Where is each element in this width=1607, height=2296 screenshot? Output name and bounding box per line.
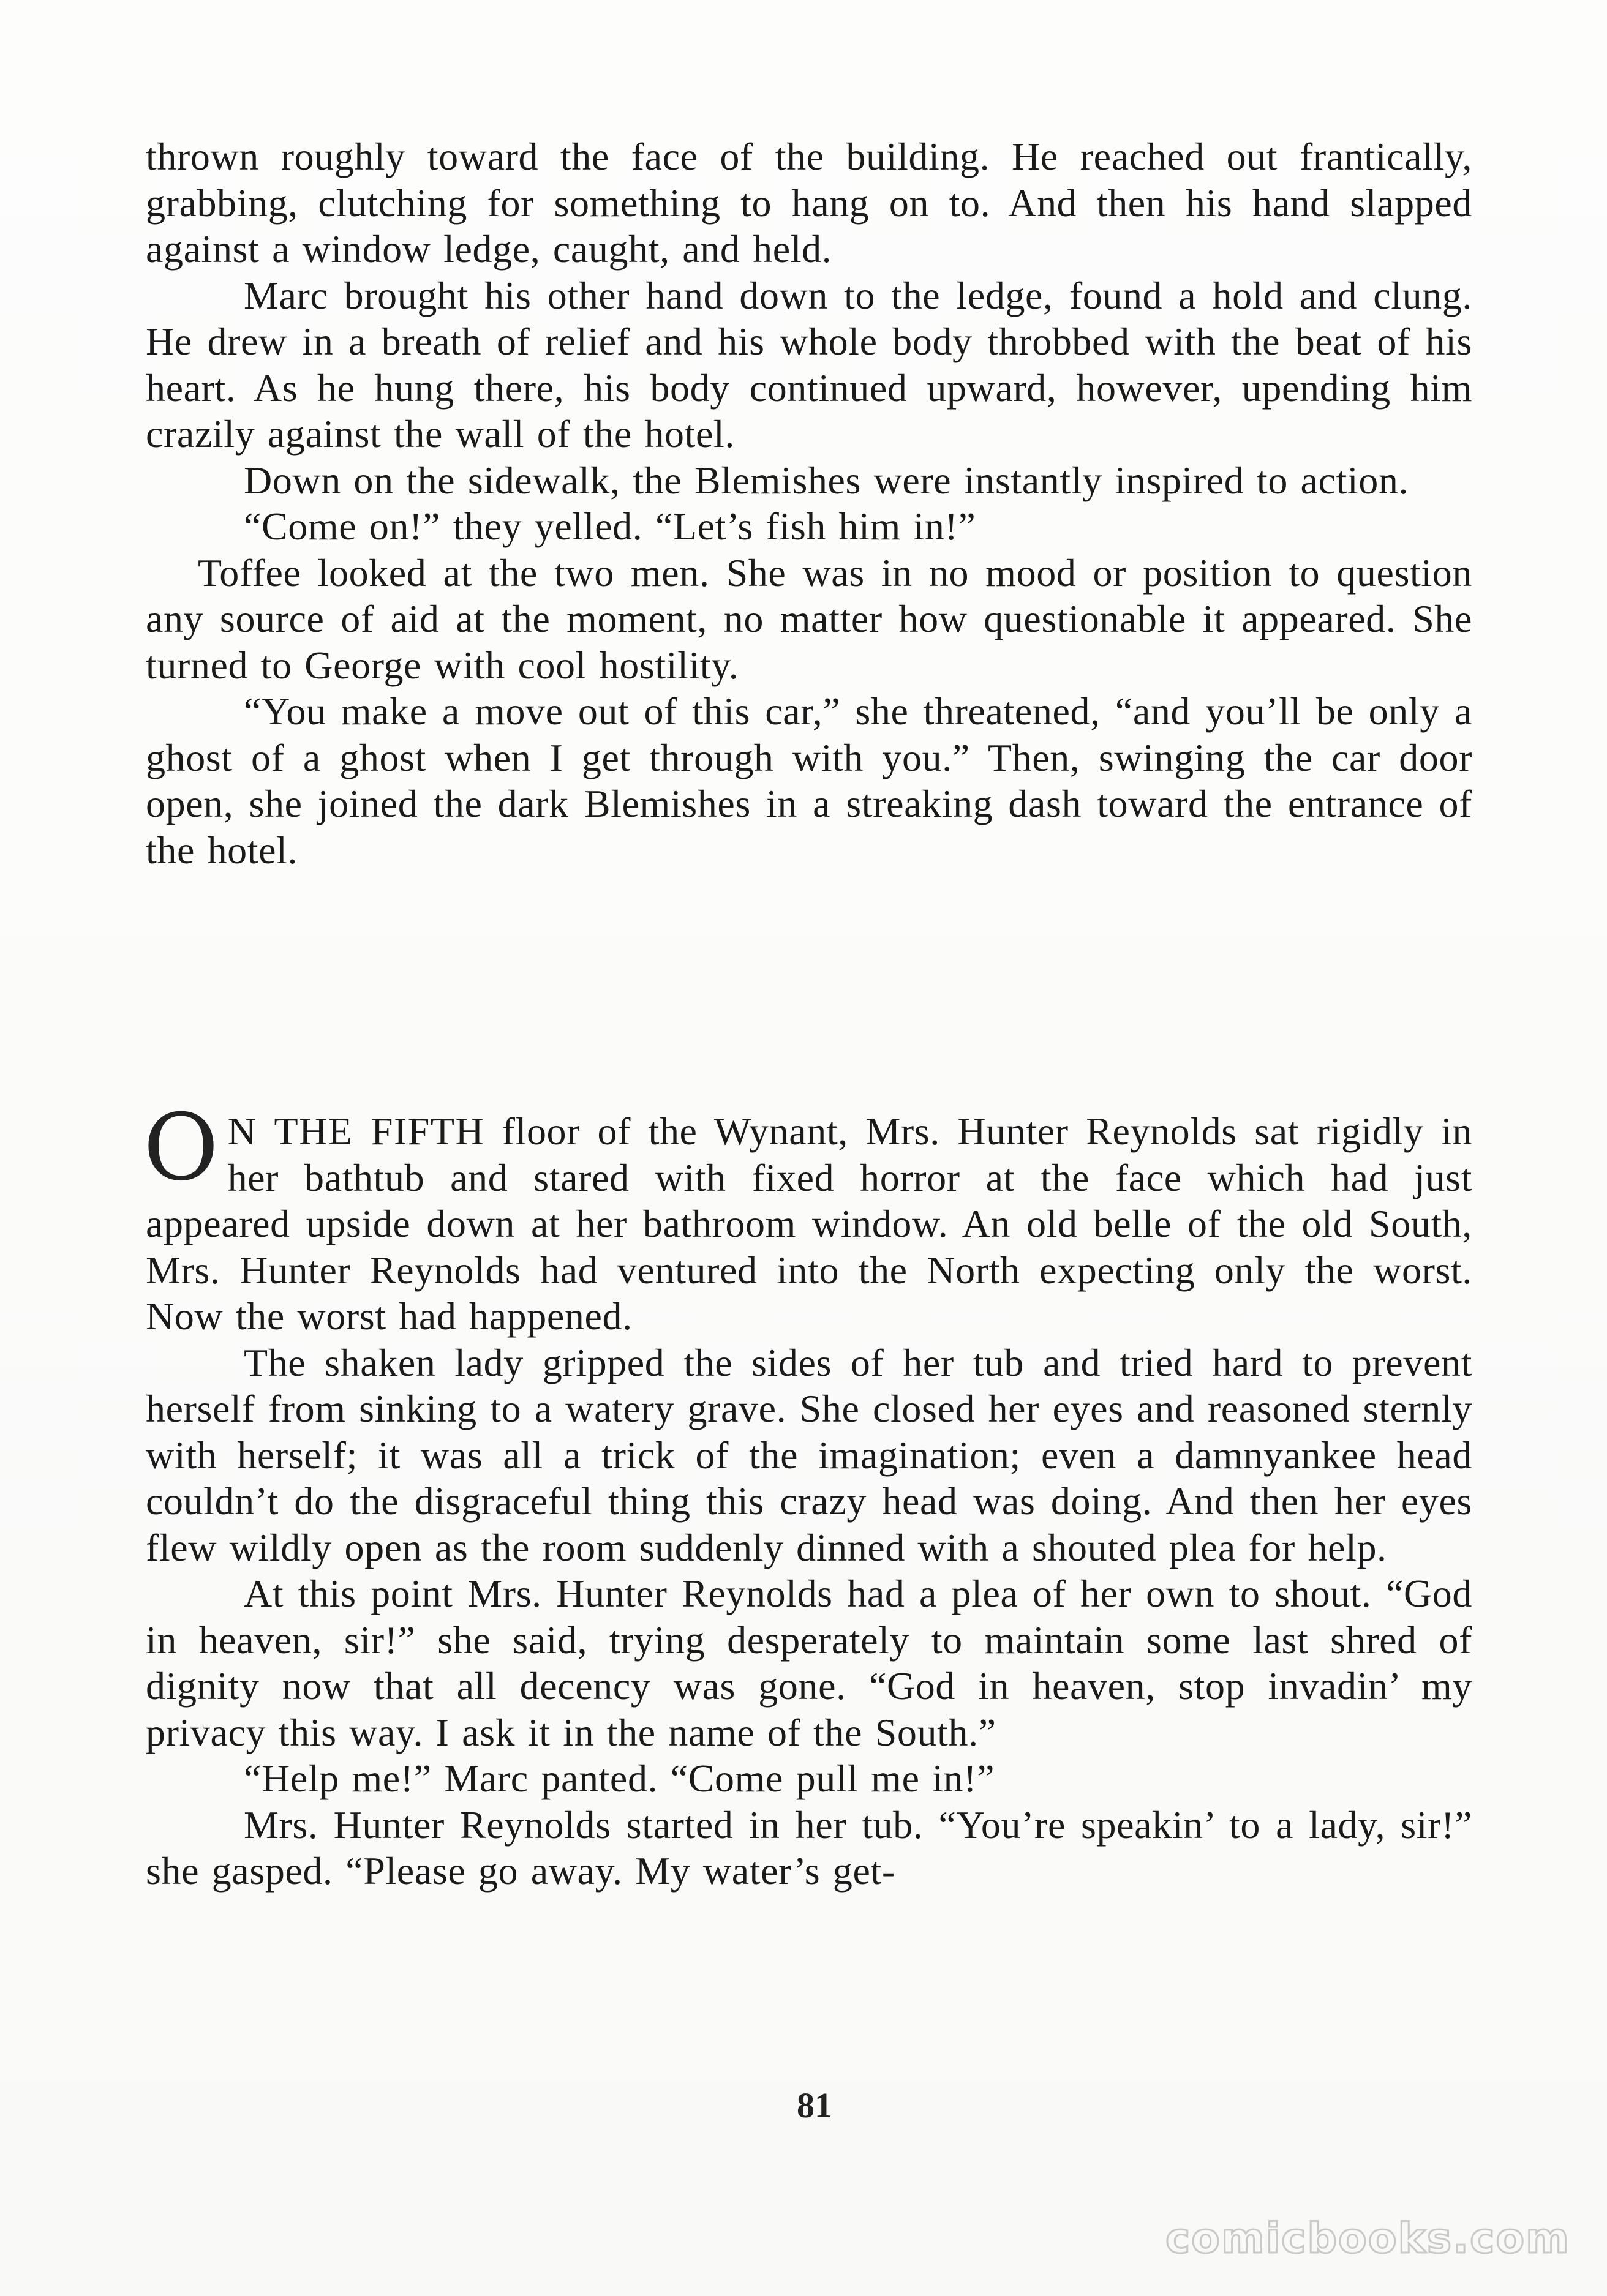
- paragraph: Down on the sidewalk, the Blemishes were instantly inspired to action.: [244, 458, 1409, 502]
- text-block-section: [143, 1095, 1472, 1894]
- section-opening-paragraph: [143, 1095, 1472, 1340]
- paragraph: Toffee looked at the two men. She was in no mood or position to question any source of aid at the moment, no matter how questionable it appeared. She turned to George with cool hostility.: [146, 550, 1472, 687]
- paragraph-text: floor of the Wynant, Mrs. Hunter Reynolds sat rigidly in her bathtub and stared with fixed horror at the face which had just appeared upside down at her bathroom window. An old belle of the old South, Mrs. Hunter Reynolds had ventured into the North expecting only the worst. Now the worst had happened.: [146, 1109, 1472, 1338]
- paragraph: Marc brought his other hand down to the ledge, found a hold and clung. He drew in a breath of relief and his whole body throbbed with the beat of his heart. As he hung there, his body continued upward, however, upending him crazily against the wall of the hotel.: [146, 273, 1472, 456]
- paragraph: thrown roughly toward the face of the building. He reached out frantically, grabbing, clutching for something to hang on to. And then his hand slapped against a window ledge, caught, and held.: [146, 135, 1472, 271]
- text-block-top: [146, 133, 1472, 873]
- paragraph: Mrs. Hunter Reynolds started in her tub. “You’re speakin’ to a lady, sir!” she gasped. “Please go away. My water’s get-: [146, 1803, 1472, 1893]
- paragraph: “Come on!” they yelled. “Let’s fish him in!”: [244, 505, 976, 548]
- watermark: comicbooks.com: [1165, 2215, 1570, 2263]
- lead-in-text: N THE FIFTH: [227, 1109, 485, 1153]
- paragraph: “You make a move out of this car,” she threatened, “and you’ll be only a ghost of a ghost when I get through with you.” Then, swinging the car door open, she joined the dark Blemishes in a streaking dash toward the entrance of the hotel.: [146, 689, 1472, 872]
- paragraph: At this point Mrs. Hunter Reynolds had a plea of her own to shout. “God in heaven, sir!” she said, trying desperately to maintain some last shred of dignity now that all decency was gone. “God in heaven, stop invadin’ my privacy this way. I ask it in the name of the South.”: [146, 1572, 1472, 1754]
- page-number: 81: [797, 2085, 832, 2125]
- paragraph: The shaken lady gripped the sides of her tub and tried hard to prevent herself from sinking to a watery grave. She closed her eyes and reasoned sternly with herself; it was all a trick of the imagination; even a damnyankee head couldn’t do the disgraceful thing this crazy head was doing. And then her eyes flew wildly open as the room suddenly dinned with a shouted plea for help.: [146, 1340, 1472, 1569]
- drop-cap: O: [143, 1095, 219, 1201]
- paragraph: “Help me!” Marc panted. “Come pull me in!”: [244, 1757, 995, 1800]
